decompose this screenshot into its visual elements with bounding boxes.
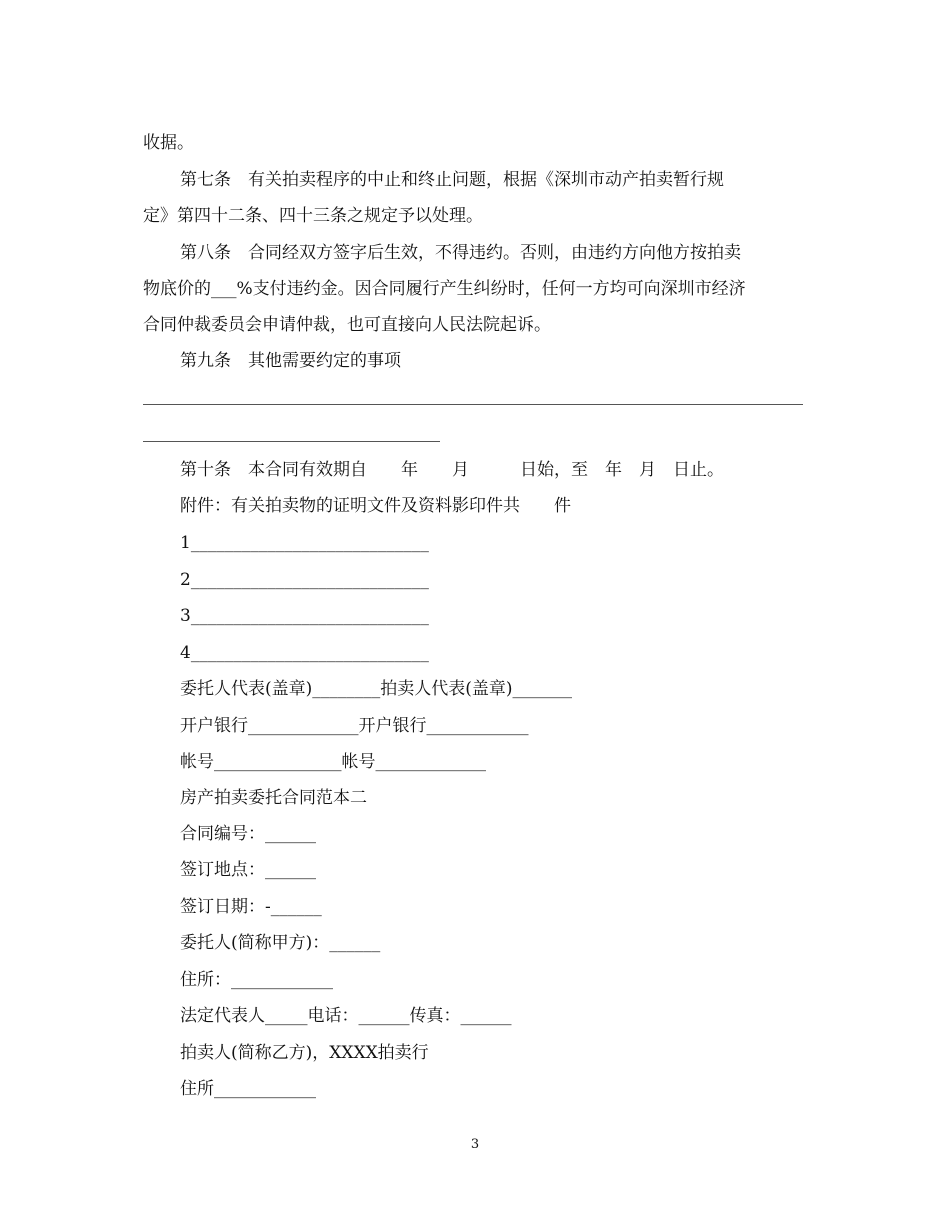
attachment-item: 4____________________________ <box>180 643 429 663</box>
contract-number: 合同编号：______ <box>180 824 316 844</box>
text-line: 定》第四十二条、四十三条之规定予以处理。 <box>143 206 483 226</box>
text-line: 收据。 <box>143 133 194 153</box>
account-line: 帐号_______________帐号_____________ <box>180 752 486 772</box>
attachment-item: 2____________________________ <box>180 570 429 590</box>
bank-line: 开户银行_____________开户银行____________ <box>180 716 529 736</box>
article-9: 第九条 其他需要约定的事项 <box>180 351 401 371</box>
representative-line: 法定代表人_____电话：______传真：______ <box>180 1006 512 1026</box>
section-title: 房产拍卖委托合同范本二 <box>180 788 367 808</box>
blank-rule <box>143 441 440 442</box>
party-b: 拍卖人(简称乙方)，XXXX拍卖行 <box>180 1043 429 1063</box>
attachments-line: 附件：有关拍卖物的证明文件及资料影印件共 件 <box>180 496 571 516</box>
article-10: 第十条 本合同有效期自 年 月 日始，至 年 月 日止。 <box>180 460 724 480</box>
party-a: 委托人(简称甲方)：______ <box>180 933 381 953</box>
page-number: 3 <box>470 1137 480 1152</box>
text-line: 物底价的___%支付违约金。因合同履行产生纠纷时，任何一方均可向深圳市经济 <box>143 279 746 299</box>
address-a: 住所：____________ <box>180 970 333 990</box>
address-b: 住所____________ <box>180 1079 316 1099</box>
signature-line: 委托人代表(盖章)________拍卖人代表(盖章)_______ <box>180 679 573 699</box>
article-8: 第八条 合同经双方签字后生效，不得违约。否则，由违约方向他方按拍卖 <box>180 243 741 263</box>
signing-date: 签订日期：-______ <box>180 897 322 917</box>
text-line: 合同仲裁委员会申请仲裁，也可直接向人民法院起诉。 <box>143 315 551 335</box>
attachment-item: 3____________________________ <box>180 606 429 626</box>
article-7: 第七条 有关拍卖程序的中止和终止问题，根据《深圳市动产拍卖暂行规 <box>180 170 724 190</box>
blank-rule <box>143 404 803 405</box>
signing-place: 签订地点：______ <box>180 860 316 880</box>
attachment-item: 1____________________________ <box>180 533 429 553</box>
